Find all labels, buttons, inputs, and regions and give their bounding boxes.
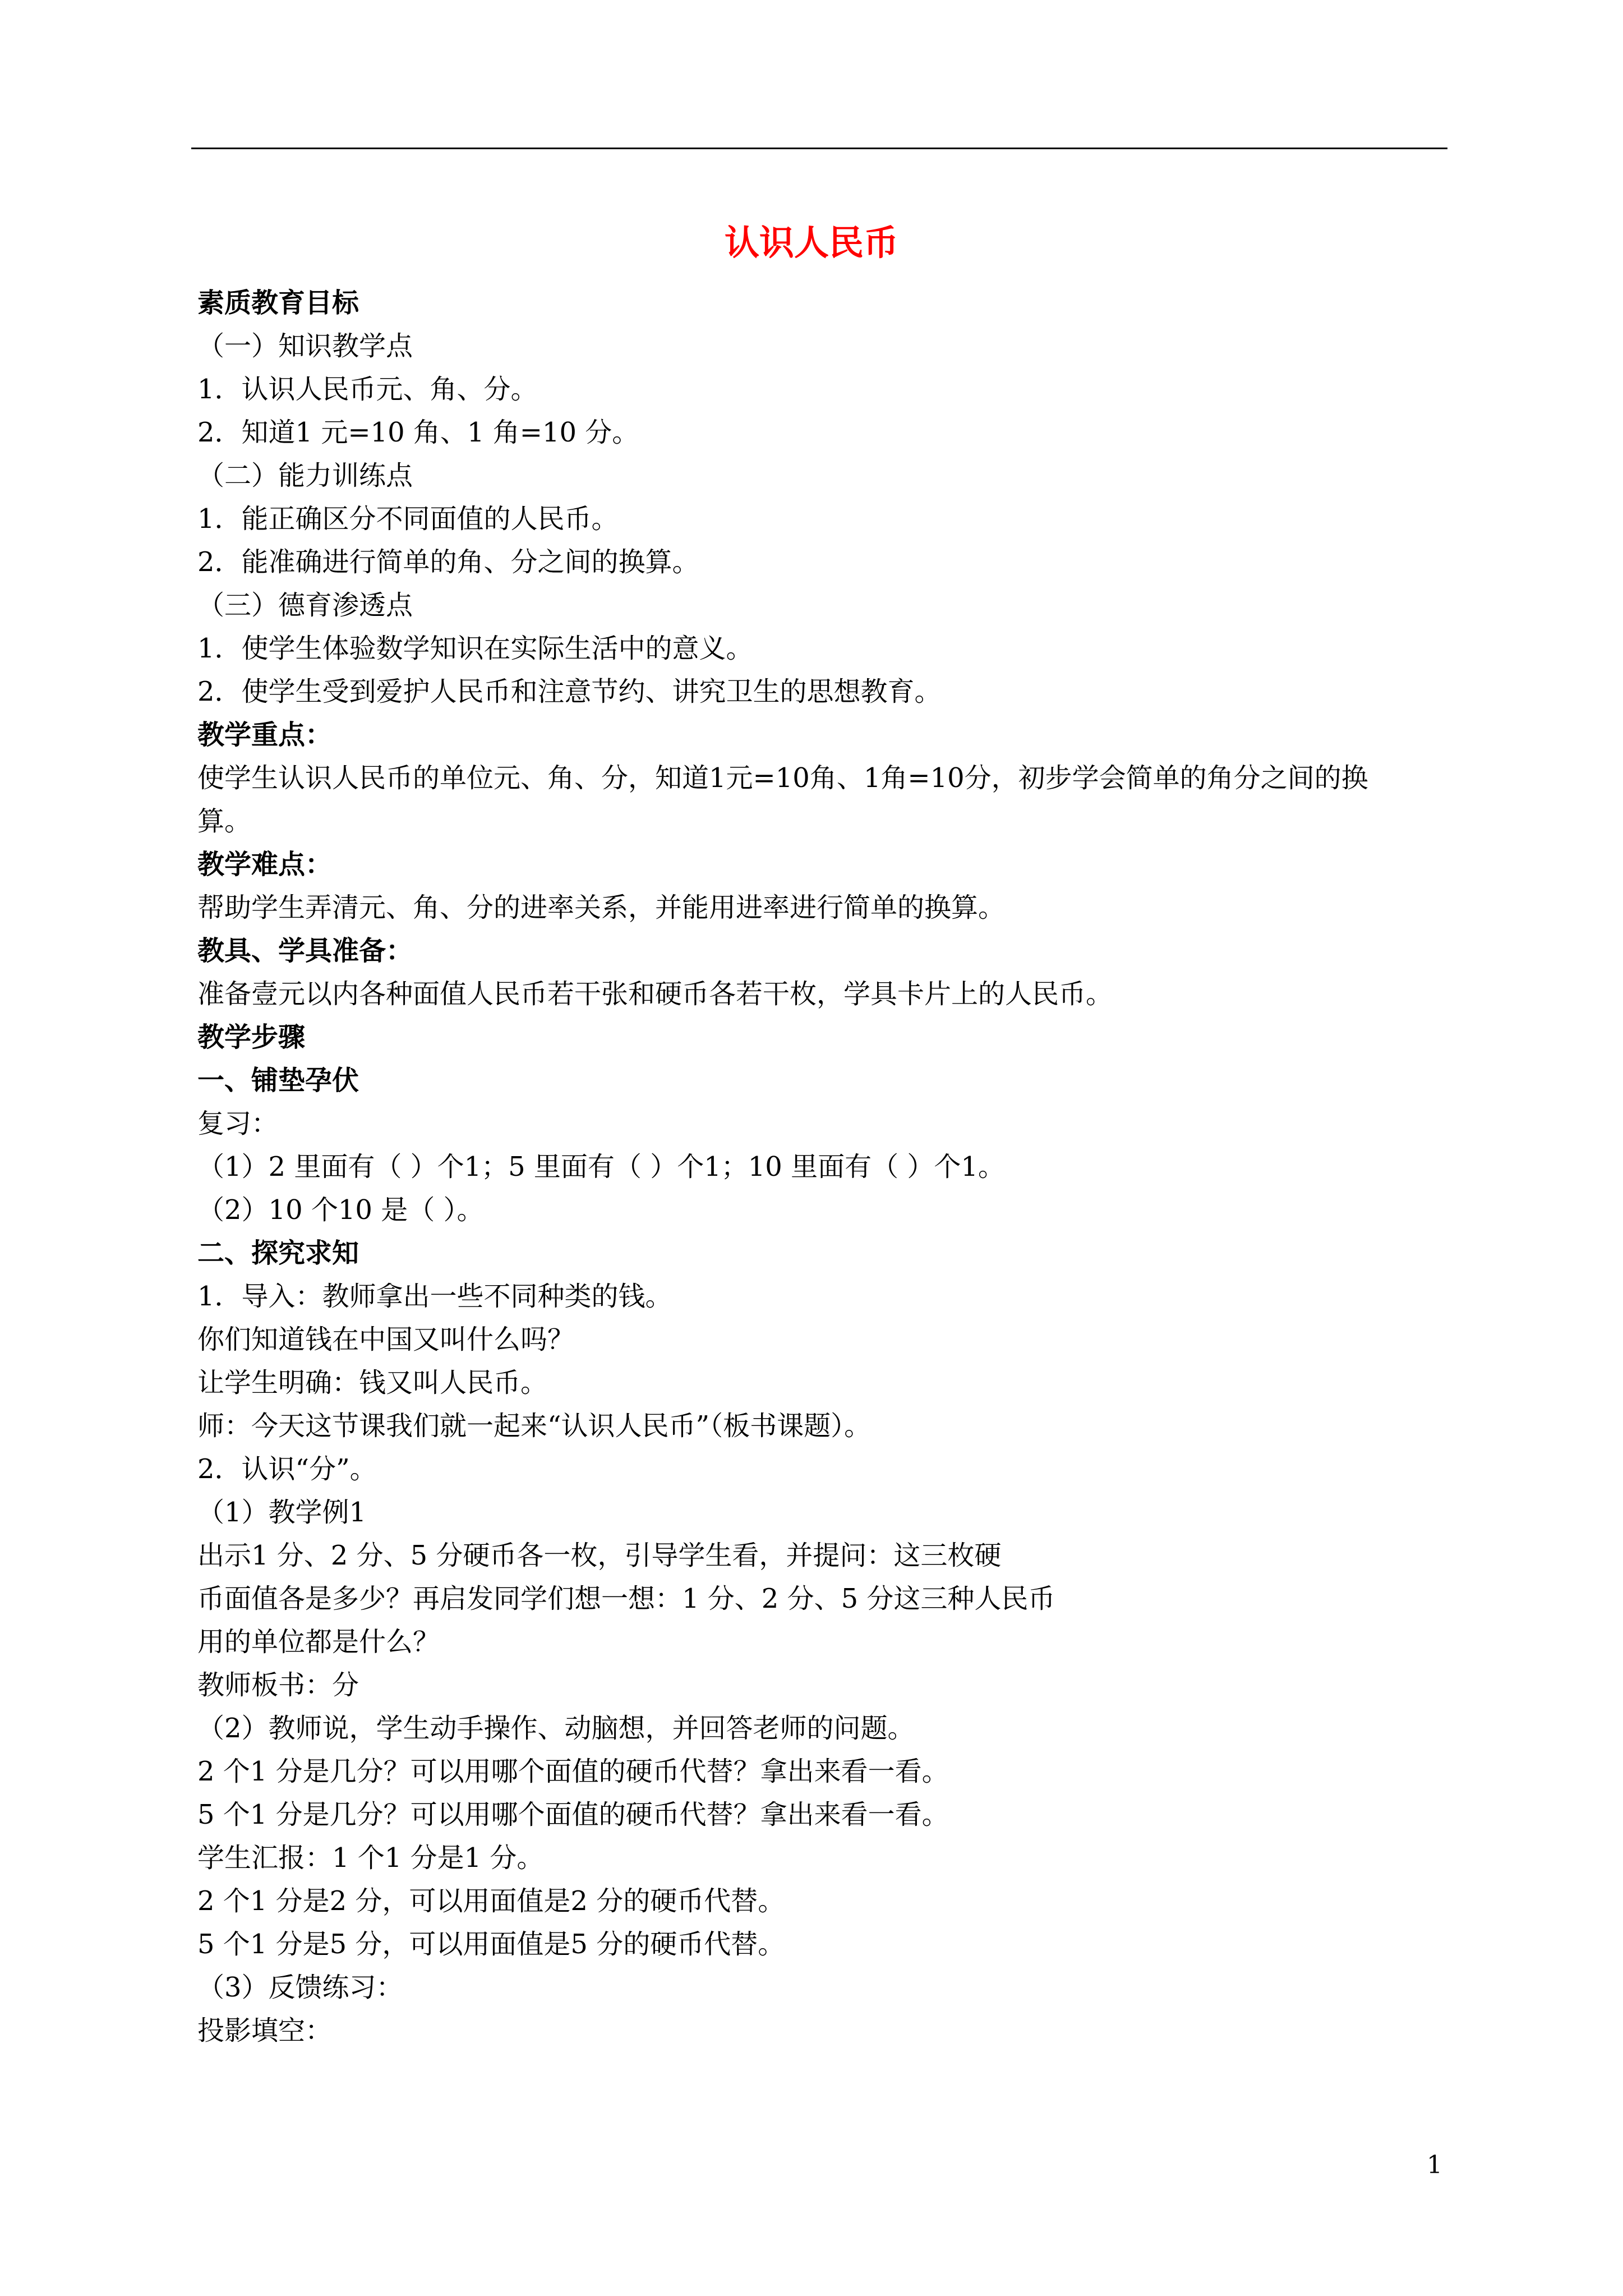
body-line: 1．认识人民币元、角、分。	[197, 374, 538, 405]
body-line: 2．认识“分”。	[197, 1453, 377, 1485]
document-body	[197, 282, 1448, 2053]
body-line: 2．能准确进行简单的角、分之间的换算。	[197, 546, 699, 578]
body-line: 使学生认识人民币的单位元、角、分，知道1元=10角、1角=10分，初步学会简单的角分之间的换	[197, 762, 1368, 794]
body-line: （1）2 里面有（ ）个1；5 里面有（ ）个1；10 里面有（ ）个1。	[197, 1151, 1005, 1182]
section-heading: 一、铺垫孕伏	[197, 1065, 359, 1096]
body-line: 算。	[197, 806, 252, 837]
body-line: 学生汇报：1 个1 分是1 分。	[197, 1842, 544, 1874]
header-rule	[191, 148, 1447, 149]
body-line: （一）知识教学点	[197, 330, 413, 362]
body-line: （二）能力训练点	[197, 460, 413, 491]
body-line: 2．知道1 元=10 角、1 角=10 分。	[197, 417, 639, 448]
page-number: 1	[1427, 2151, 1442, 2179]
body-line: （1）教学例1	[197, 1497, 367, 1528]
body-line: 币面值各是多少？再启发同学们想一想：1 分、2 分、5 分这三种人民币	[197, 1583, 1055, 1614]
body-line: 教师板书：分	[197, 1669, 359, 1701]
body-line: 出示1 分、2 分、5 分硬币各一枚，引导学生看，并提问：这三枚硬	[197, 1540, 1002, 1571]
section-heading: 素质教育目标	[197, 287, 359, 319]
body-line: （2）教师说，学生动手操作、动脑想，并回答老师的问题。	[197, 1713, 915, 1744]
body-line: 帮助学生弄清元、角、分的进率关系，并能用进率进行简单的换算。	[197, 892, 1006, 923]
body-line: （三）德育渗透点	[197, 590, 413, 621]
body-line: 用的单位都是什么？	[197, 1626, 440, 1658]
body-line: 2 个1 分是几分？可以用哪个面值的硬币代替？拿出来看一看。	[197, 1756, 949, 1787]
body-line: （3）反馈练习：	[197, 1972, 403, 2003]
body-line: 2 个1 分是2 分，可以用面值是2 分的硬币代替。	[197, 1885, 785, 1917]
section-heading: 教学难点：	[197, 849, 333, 880]
section-heading: 教学重点：	[197, 719, 333, 751]
body-line: 让学生明确：钱又叫人民币。	[197, 1367, 548, 1398]
section-heading: 二、探究求知	[197, 1237, 359, 1269]
section-heading: 教学步骤	[197, 1022, 306, 1053]
body-line: 复习：	[197, 1108, 279, 1139]
body-line: 师：今天这节课我们就一起来“认识人民币”（板书课题）。	[197, 1410, 872, 1442]
body-line: 2．使学生受到爱护人民币和注意节约、讲究卫生的思想教育。	[197, 676, 942, 707]
body-line: 5 个1 分是几分？可以用哪个面值的硬币代替？拿出来看一看。	[197, 1799, 949, 1830]
body-line: 1．使学生体验数学知识在实际生活中的意义。	[197, 633, 753, 664]
page-title: 认识人民币	[724, 222, 898, 263]
body-line: 5 个1 分是5 分，可以用面值是5 分的硬币代替。	[197, 1929, 785, 1960]
body-line: （2）10 个10 是（ ）。	[197, 1194, 484, 1226]
section-heading: 教具、学具准备：	[197, 935, 413, 967]
body-line: 投影填空：	[197, 2015, 333, 2046]
body-line: 1．能正确区分不同面值的人民币。	[197, 503, 619, 535]
body-line: 准备壹元以内各种面值人民币若干张和硬币各若干枚，学具卡片上的人民币。	[197, 978, 1113, 1010]
body-line: 1．导入：教师拿出一些不同种类的钱。	[197, 1281, 672, 1312]
body-line: 你们知道钱在中国又叫什么吗？	[197, 1324, 575, 1355]
